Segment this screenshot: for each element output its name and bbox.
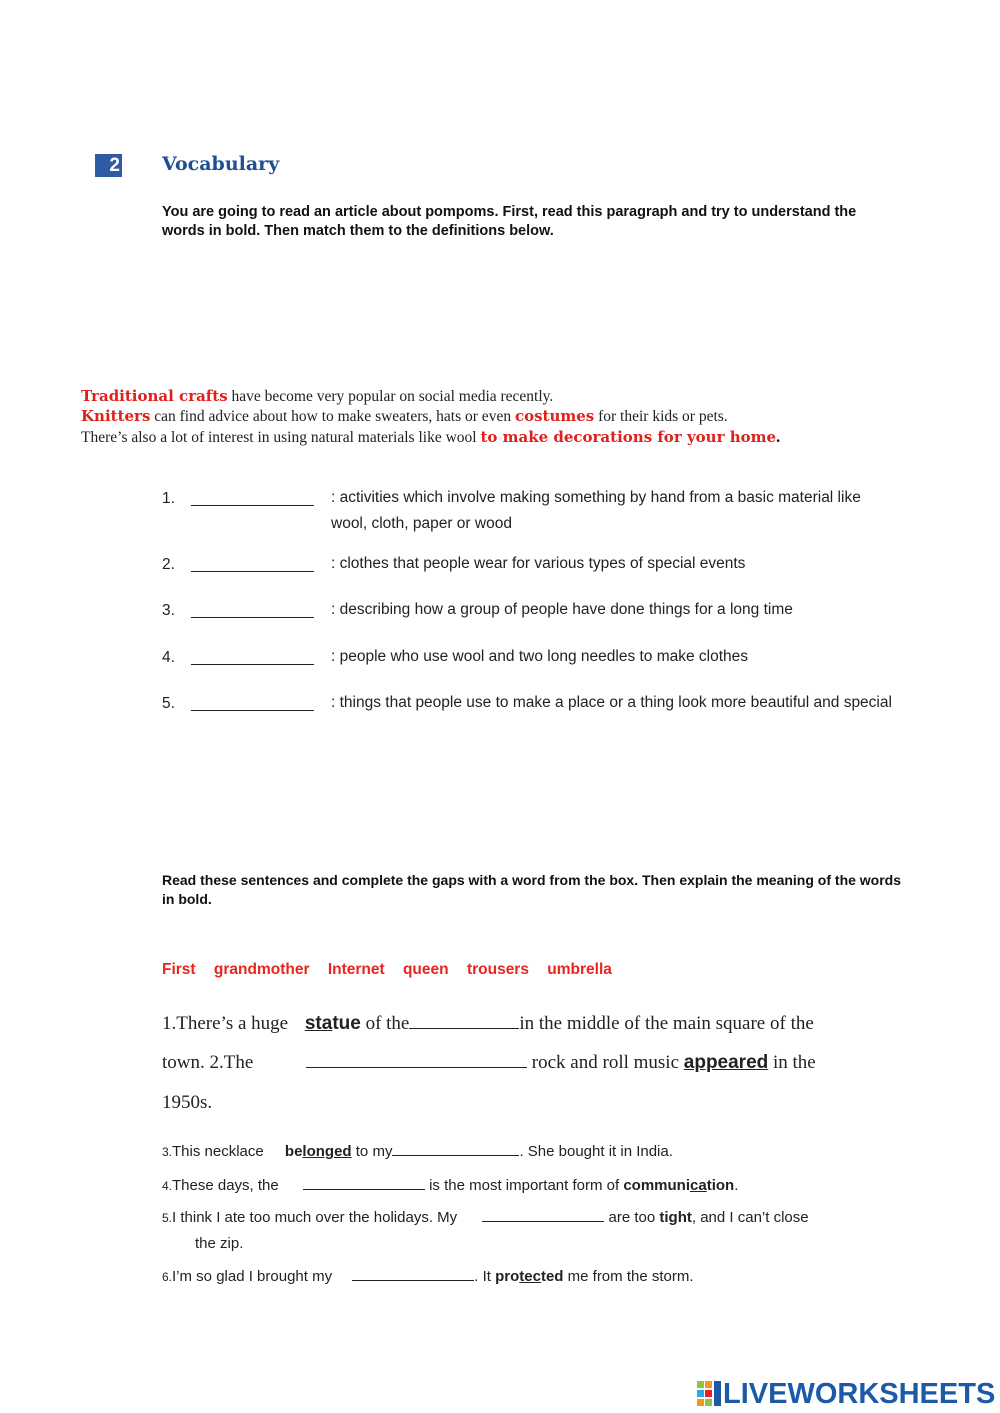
section-title: Vocabulary <box>162 153 280 175</box>
bold-word: belonged <box>284 1143 352 1160</box>
sentence-3: 3.This necklace belonged to my . She bought it in India. <box>162 1143 673 1160</box>
box-word: First <box>162 961 196 978</box>
answer-blank[interactable] <box>191 664 314 665</box>
paragraph-line-3: There’s also a lot of interest in using natural materials like wool to make decorations for your home. <box>81 427 781 446</box>
box-word: queen <box>402 961 449 978</box>
bold-word: costumes <box>514 407 595 425</box>
paragraph-line-2: Knitters can find advice about how to make sweaters, hats or even costumes for their kids or pets. <box>81 407 728 425</box>
section-number: 2 <box>95 154 122 177</box>
sentence-2-continued: 1950s. <box>162 1092 213 1113</box>
sentence-1: 1.There’s a huge statue of the in the middle of the main square of the <box>162 1013 814 1034</box>
bold-word: tight <box>659 1209 692 1226</box>
box-word: Internet <box>327 961 385 978</box>
answer-blank[interactable] <box>191 571 314 572</box>
answer-blank[interactable] <box>191 617 314 618</box>
sentence-4: 4.These days, the is the most important form of communication. <box>162 1177 739 1194</box>
answer-blank[interactable] <box>352 1280 474 1281</box>
sentence-2: town. 2.The rock and roll music appeared in the <box>162 1052 816 1073</box>
bold-word: Knitters <box>81 407 151 425</box>
word-box <box>162 961 626 979</box>
bold-word: communication <box>623 1177 735 1194</box>
bold-word: appeared <box>683 1052 769 1073</box>
box-word: grandmother <box>213 961 310 978</box>
bold-word: to make decorations for your home <box>480 428 777 446</box>
sentence-5-continued: the zip. <box>195 1235 244 1252</box>
bold-word: protected <box>495 1268 564 1285</box>
sentence-5: 5.I think I ate too much over the holidays. My are too tight, and I can’t close <box>162 1209 809 1226</box>
box-word: umbrella <box>547 961 612 978</box>
bold-word: Traditional crafts <box>81 387 228 405</box>
answer-blank[interactable] <box>191 710 314 711</box>
box-word: trousers <box>466 961 529 978</box>
answer-blank[interactable] <box>482 1221 604 1222</box>
logo-icon <box>697 1381 721 1407</box>
answer-blank[interactable] <box>303 1189 425 1190</box>
paragraph-line-1: Traditional crafts have become very popular on social media recently. <box>81 387 554 405</box>
answer-blank[interactable] <box>306 1067 527 1068</box>
answer-blank[interactable] <box>392 1155 519 1156</box>
instruction-2: Read these sentences and complete the gaps with a word from the box. Then explain the meaning of the words in bold. <box>162 872 902 907</box>
sentence-6: 6.I’m so glad I brought my . It protected me from the storm. <box>162 1268 694 1285</box>
liveworksheets-logo[interactable]: LIVEWORKSHEETS <box>697 1378 995 1410</box>
instruction-1: You are going to read an article about pompoms. First, read this paragraph and try to understand the words in bold. Then match them to the definitions below. <box>162 204 857 239</box>
answer-blank[interactable] <box>191 505 314 506</box>
answer-blank[interactable] <box>409 1028 519 1029</box>
bold-word: statue <box>304 1013 361 1034</box>
